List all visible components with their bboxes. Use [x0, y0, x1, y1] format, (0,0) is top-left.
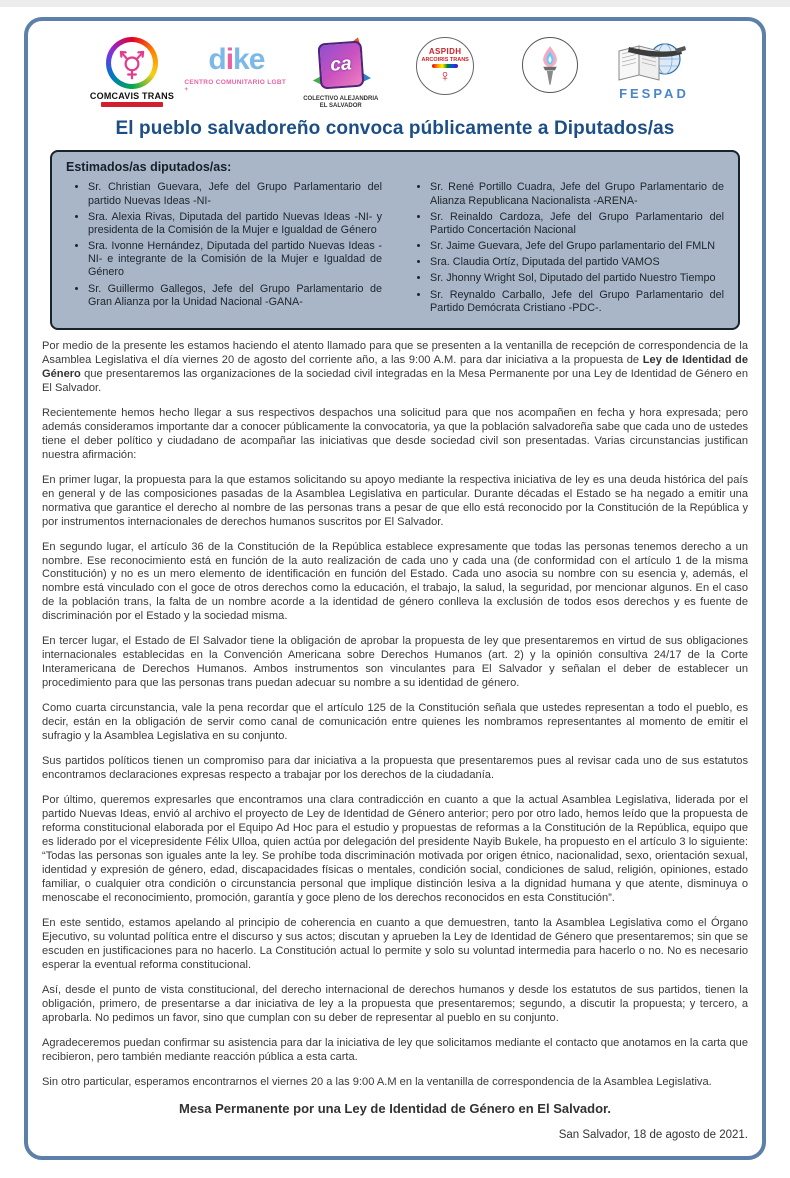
paragraph-intro-text-after: que presentaremos las organizaciones de la sociedad civil integradas en la Mesa Permanente por una Ley de Identidad de Género en El Salvador. — [42, 368, 748, 394]
law-name-bold: Ley de Identidad de Género — [42, 354, 748, 380]
top-strip — [0, 0, 790, 7]
paragraph: Como cuarta circunstancia, vale la pena recordar que el artículo 125 de la Constitución señala que ustedes representan a todo el pueblo, es decir, están en la obligación de servir como canal de comunicación entre quienes les nombramos representantes al momento de emitir el sufragio y la Asamblea Legislativa en su conjunto. — [42, 702, 748, 744]
paragraph: Así, desde el punto de vista constitucional, del derecho internacional de derechos humanos y desde los estatutos de sus partidos, tienen la obligación, primero, de presentarse a dar iniciativa de ley a la propuesta que presentaremos; segundo, a discutir la propuesta; y tercero, a aprobarla. No pedimos un favor, sino que cumplan con su deber de representar al pueblo en su conjunto. — [42, 984, 748, 1026]
paragraph: En tercer lugar, el Estado de El Salvador tiene la obligación de aprobar la propuesta de ley que presentaremos en virtud de sus obligaciones internacionales establecidas en la Convención Americana sobre Derechos Humanos (art. 2) y la opinión consultiva 24/17 de la Corte Interamericana de Derechos Humanos. Ambos instrumentos son vinculantes para El Salvador y señalan el deber de establecer un procedimiento para que las personas trans puedan adecuar su nombre a su identidad de género. — [42, 635, 748, 691]
fespad-book-globe-icon — [615, 37, 693, 85]
dike-wordmark — [208, 45, 264, 75]
comcavis-label: COMCAVIS TRANS — [90, 91, 174, 101]
logo-fespad — [602, 37, 706, 101]
paragraph: Por último, queremos expresarles que encontramos una clara contradicción en cuanto a que la actual Asamblea Legislativa, liderada por el partido Nuevas Ideas, envió al archivo el proyecto de Ley de Identidad de Género anterior; pero por otro lado, hemos leído que la propuesta de reforma constitucional elaborada por el Equipo Ad Hoc para el estudio y propuestas de reformas a la Constitución de la República, equipo que es liderado por el vicepresidente Félix Ulloa, quien actúa por delegación del presidente Nayib Bukele, ha propuesto en el artículo 3 lo siguiente: “Todas las personas son iguales ante la ley. Se prohíbe toda discriminación motivada por origen étnico, nacionalidad, sexo, orientación sexual, identidad y expresión de género, edad, discapacidades físicas o mentales, condición social, condiciones de salud, religión, opiniones, estado familiar, o cualquier otra condición o circunstancia personal que implique distinción lesiva a la dignidad humana y que atente, disminuya o menoscabe el reconocimiento, promoción, garantía y goce pleno de los derechos reconocidos en esta Constitución”. — [42, 794, 748, 906]
logo-antorcha — [498, 37, 602, 93]
alejandria-subtitle-line1: COLECTIVO ALEJANDRIA — [303, 96, 378, 103]
logo-comcavis-trans — [80, 37, 184, 107]
paragraph: En primer lugar, la propuesta para la que estamos solicitando su apoyo mediante la respectiva iniciativa de ley es una deuda histórica del país en general y de las composiciones pasadas de la Asamblea Legislativa en particular. Durante décadas el Estado se ha negado a emitir una normativa que garantice el derecho al nombre de las personas trans a pesar de que ello está reconocido por la Constitución de la República y por instrumentos internacionales de derechos humanos suscritos por El Salvador. — [42, 474, 748, 530]
recipients-heading: Estimados/as diputados/as: — [66, 160, 724, 174]
paragraph-intro-text: Por medio de la presente les estamos haciendo el atento llamado para que se presenten a la ventanilla de recepción de correspondencia de la Asamblea Legislativa el día viernes 20 de agosto del corriente año, a las 9:00 A.M. para dar iniciativa a la propuesta de — [42, 340, 748, 366]
fespad-label: FESPAD — [619, 86, 689, 101]
dike-letters-ke: ke — [233, 43, 264, 76]
alejandria-monogram: ca — [317, 41, 364, 90]
logo-dike — [184, 37, 288, 93]
recipient-item: • Sr. Reinaldo Cardoza, Jefe del Grupo Parlamentario del Partido Concertación Nacional — [430, 211, 724, 237]
logo-aspidh — [393, 37, 497, 95]
dike-letter-d: d — [208, 43, 225, 76]
dike-subtitle: CENTRO COMUNITARIO LGBT + — [184, 79, 288, 93]
recipients-left-list — [66, 181, 382, 318]
logo-row — [38, 31, 752, 112]
recipient-item: • Sra. Ivonne Hernández, Diputada del partido Nuevas Ideas -NI- e integrante de la Comisión de la Mujer e Igualdad de Género — [88, 240, 382, 280]
alejandria-badge-icon — [313, 37, 369, 93]
signature-line: Mesa Permanente por una Ley de Identidad de Género en El Salvador. — [42, 1101, 748, 1117]
recipient-item: • Sr. Jhonny Wright Sol, Diputado del partido Nuestro Tiempo — [430, 272, 724, 285]
recipients-right-list — [408, 181, 724, 318]
recipients-box — [50, 150, 740, 330]
recipients-columns — [66, 181, 724, 318]
torch-badge-icon — [522, 37, 578, 93]
paragraph: Sus partidos políticos tienen un compromiso para dar iniciativa a la propuesta que presentaremos pues al revisar cada uno de sus estatutos encontramos declaraciones expresas respecto a trabajar por los derechos de la ciudadanía. — [42, 755, 748, 783]
recipient-item: • Sr. Reynaldo Carballo, Jefe del Grupo Parlamentario del Partido Demócrata Cristiano -PDC-. — [430, 289, 724, 315]
torch-flame-icon — [532, 43, 568, 87]
recipient-item: • Sr. Guillermo Gallegos, Jefe del Grupo Parlamentario de Gran Alianza por la Unidad Nacional -GANA- — [88, 283, 382, 309]
paragraph: Agradeceremos puedan confirmar su asistencia para dar la iniciativa de ley que solicitamos mediante el contacto que anotamos en la carta que recibieron, pero también mediante reacción pública a esta carta. — [42, 1037, 748, 1065]
paragraph: En segundo lugar, el artículo 36 de la Constitución de la República establece expresamente que todas las personas tenemos derecho a un nombre. Ese reconocimiento está en función de la auto realización de cada uno y cada una (de conformidad con el artículo 1 de la misma Constitución) y no es un mero elemento de identificación en función del Estado. Cada uno asocia su nombre con su esencia y, además, el nombre está vinculado con el goce de otros derechos como la educación, el trabajo, la salud, la seguridad, por mencionar algunos. En el caso de la población trans, la falta de un nombre acorde a la identidad de género conlleva la exclusión de todos esos derechos y es fuente de discriminación por el Estado y la sociedad misma. — [42, 541, 748, 625]
rainbow-ring-inner — [111, 42, 153, 84]
aspidh-badge-icon — [416, 37, 474, 95]
paragraph: Sin otro particular, esperamos encontrarnos el viernes 20 a las 9:00 A.M en la ventanilla de correspondencia de la Asamblea Legislativa. — [42, 1076, 748, 1090]
recipient-item: • Sr. Christian Guevara, Jefe del Grupo Parlamentario del partido Nuevas Ideas -NI- — [88, 181, 382, 207]
recipient-item: • Sra. Claudia Ortíz, Diputada del partido VAMOS — [430, 256, 724, 269]
paragraph-intro — [42, 340, 748, 396]
logo-colectivo-alejandria — [289, 37, 393, 110]
letter-body — [38, 330, 752, 1142]
alejandria-subtitle — [303, 96, 378, 110]
dike-letter-i: i — [226, 43, 233, 76]
rainbow-ring-icon — [106, 37, 158, 89]
page-title: El pueblo salvadoreño convoca públicamente a Diputados/as — [38, 118, 752, 140]
dateline: San Salvador, 18 de agosto de 2021. — [42, 1128, 748, 1142]
recipient-item: • Sra. Alexia Rivas, Diputada del partido Nuevas Ideas -NI- y presidenta de la Comisión de la Mujer e Igualdad de Género — [88, 211, 382, 237]
paragraph: Recientemente hemos hecho llegar a sus respectivos despachos una solicitud para que nos acompañen en fecha y hora expresada; pero además consideramos importante dar a conocer públicamente la convocatoria, ya que la población salvadoreña sabe que cada uno de ustedes tiene el deber político y ciudadano de acompañar las iniciativas que desde sociedad civil son presentadas. Varias circunstancias justifican nuestra afirmación: — [42, 407, 748, 463]
recipient-item: • Sr. Jaime Guevara, Jefe del Grupo parlamentario del FMLN — [430, 240, 724, 253]
venus-symbol-icon: ♀ — [439, 69, 451, 85]
alejandria-subtitle-line2: EL SALVADOR — [303, 103, 378, 110]
letter-page — [24, 17, 766, 1160]
recipient-item: • Sr. René Portillo Cuadra, Jefe del Grupo Parlamentario de Alianza Republicana Nacionalista -ARENA- — [430, 181, 724, 207]
transgender-symbol-icon — [115, 46, 149, 80]
aspidh-subtitle: ARCOIRIS TRANS — [421, 57, 468, 63]
comcavis-tagline-strip — [101, 102, 163, 107]
aspidh-label: ASPIDH — [429, 47, 462, 56]
paragraph: En este sentido, estamos apelando al principio de coherencia en cuanto a que demuestren, tanto la Asamblea Legislativa como el Órgano Ejecutivo, su voluntad política entre el discurso y sus actos; discutan y aprueben la Ley de Identidad de Género que presentaremos; sin que se escuden en justificaciones para no hacerlo. La Constitución actual lo permite y solo su voluntad intermedia para hacerlo o no. No es necesario esperar la eventual reforma constitucional. — [42, 917, 748, 973]
